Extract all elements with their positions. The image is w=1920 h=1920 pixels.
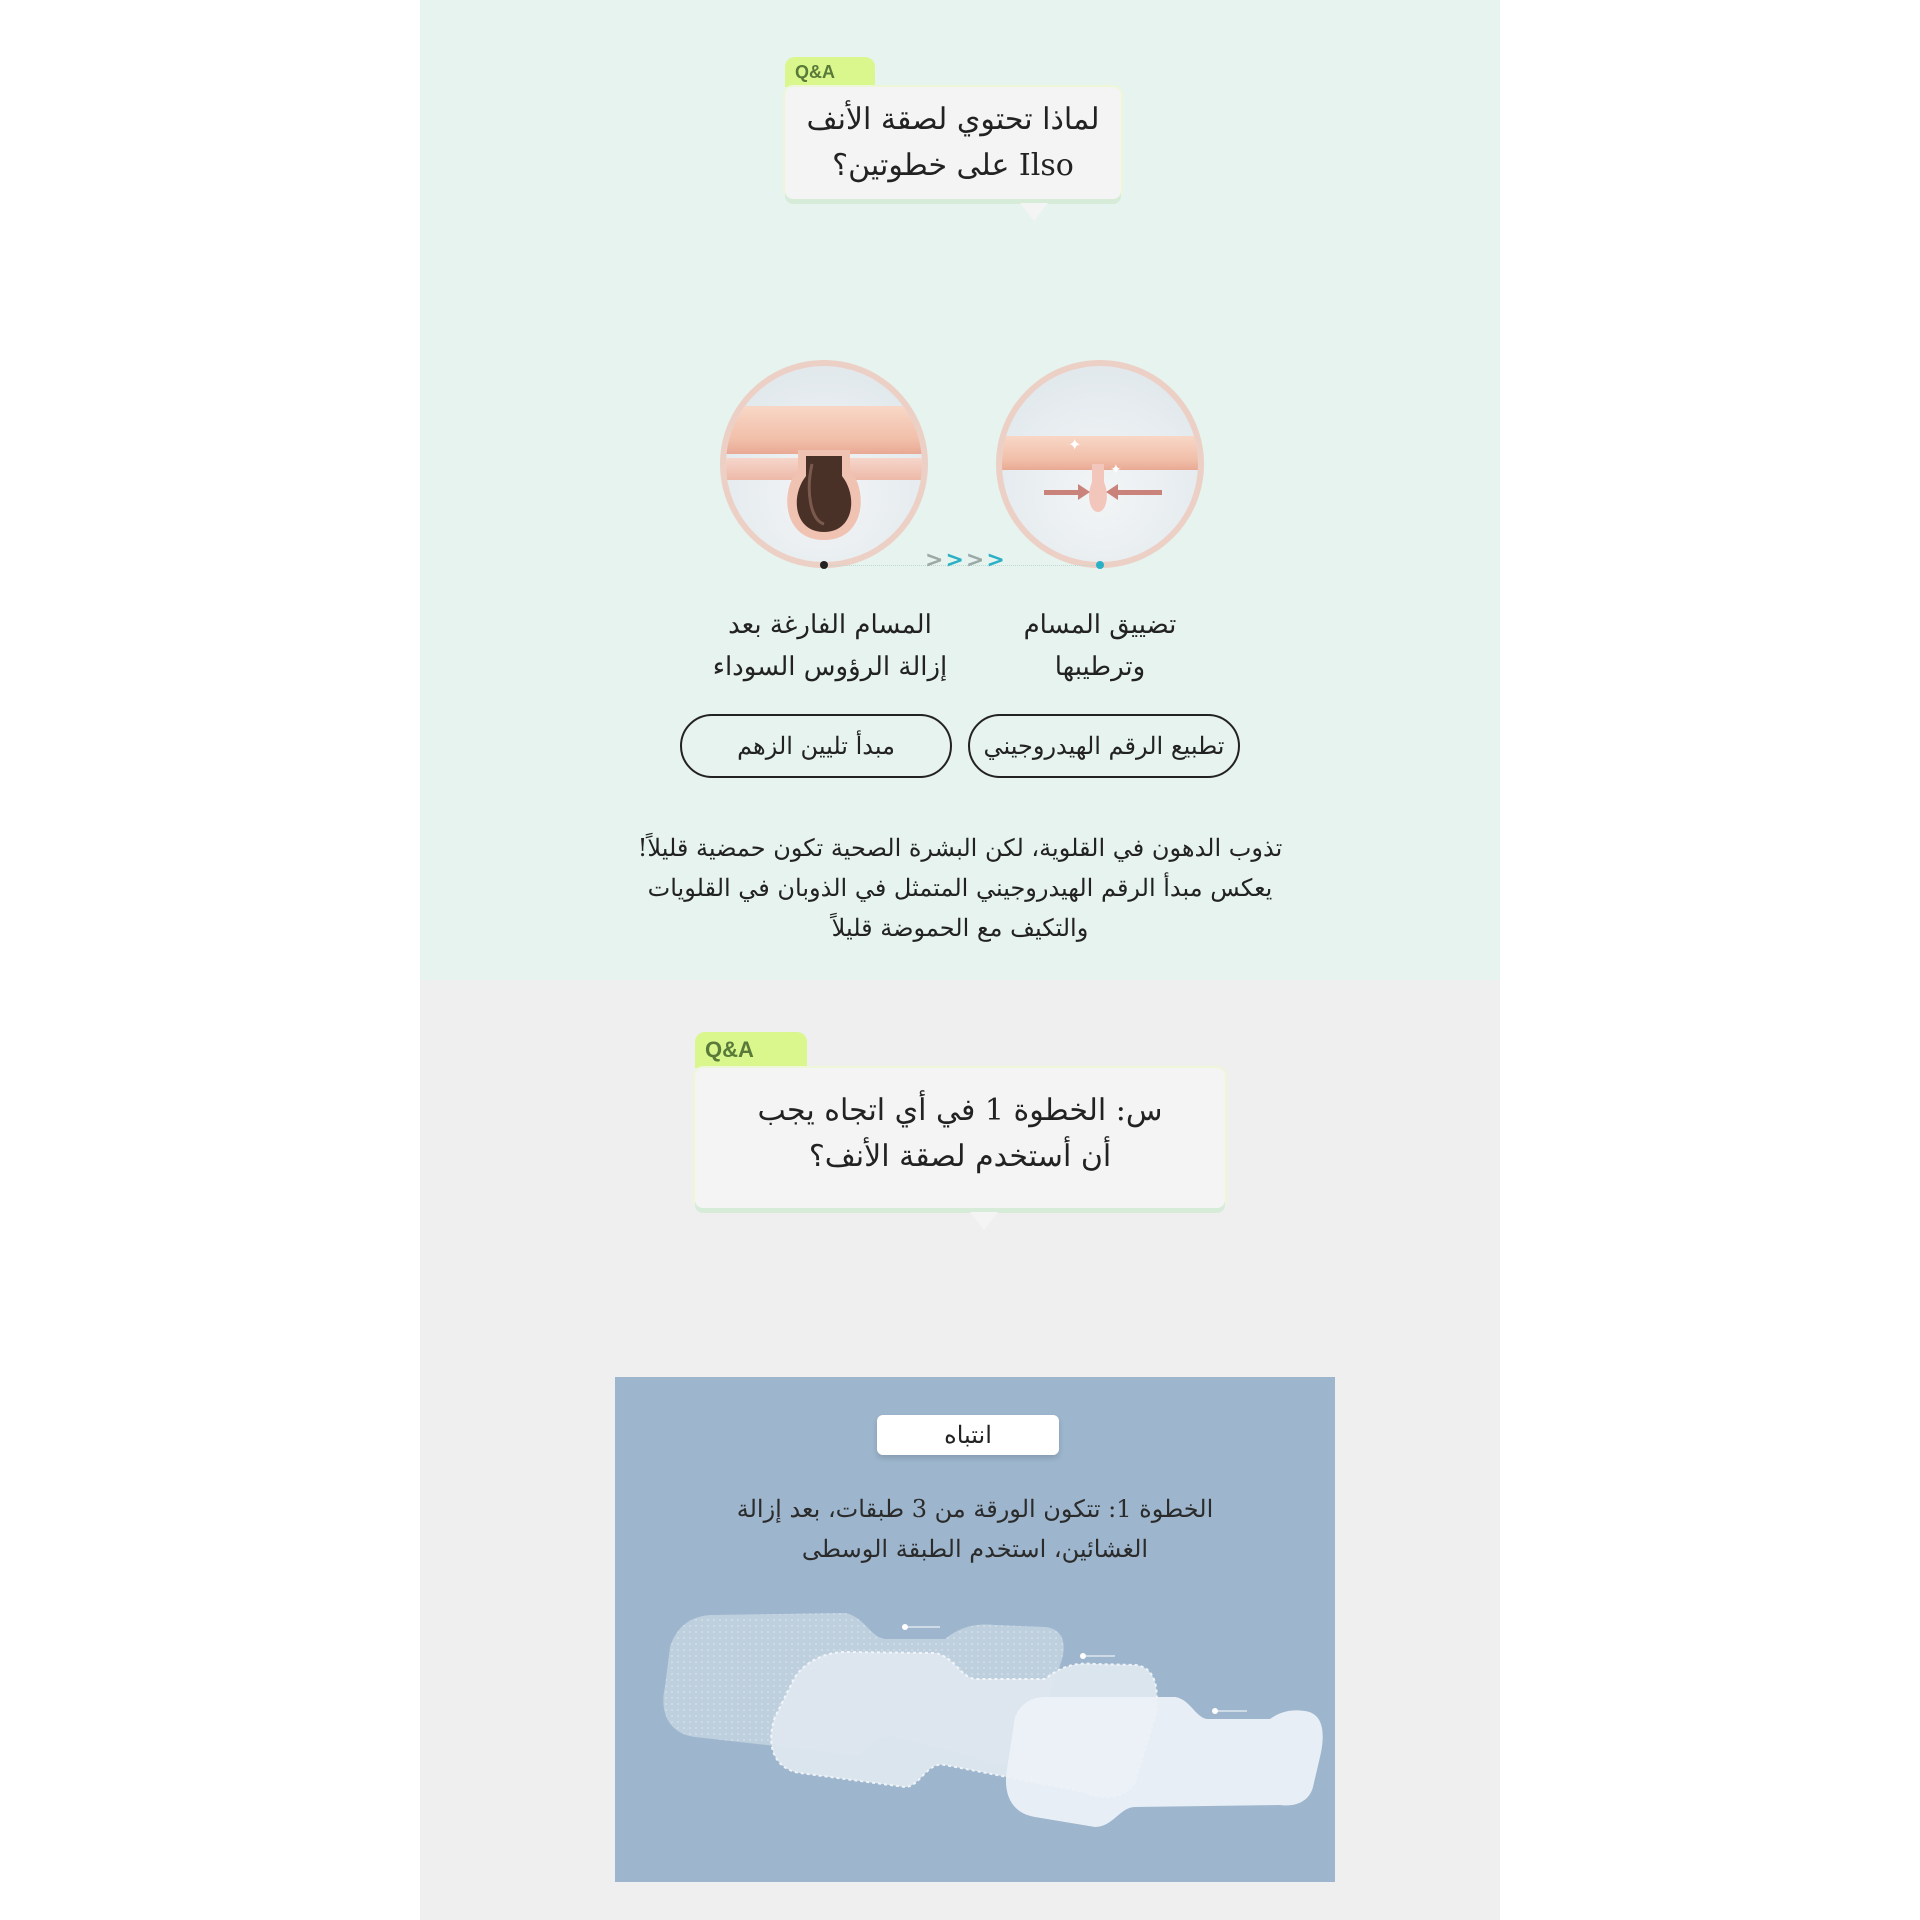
caption-line: إزالة الرؤوس السوداء	[712, 652, 948, 682]
qa-tag: Q&A	[695, 1032, 807, 1068]
tightened-pore-caption	[980, 604, 1220, 688]
bubble-tail	[970, 1212, 998, 1230]
ph-explanation-text	[600, 828, 1320, 948]
product-detail-page	[420, 0, 1500, 1920]
section-two-step-explanation	[420, 0, 1500, 980]
left-marker-dot	[820, 561, 828, 569]
qa-tag: Q&A	[785, 57, 875, 87]
notice-title: انتباه	[877, 1415, 1059, 1455]
paragraph-line: والتكيف مع الحموضة قليلاً	[831, 914, 1089, 942]
paragraph-line: يعكس مبدأ الرقم الهيدروجيني المتمثل في الذوبان في القلويات	[647, 874, 1273, 902]
svg-text:✦: ✦	[1110, 462, 1122, 478]
sebum-softening-pill: مبدأ تليين الزهم	[680, 714, 952, 778]
blackhead-pore-graphic	[720, 360, 928, 568]
notice-box	[615, 1377, 1335, 1882]
progress-arrows-icon: >>>>	[925, 548, 1007, 573]
bubble-tail	[1020, 203, 1048, 221]
question-line-2: Ilso على خطوتين؟	[832, 148, 1074, 183]
question-line-2: أن أستخدم لصقة الأنف؟	[808, 1139, 1112, 1174]
notice-line: الخطوة 1: تتكون الورقة من 3 طبقات، بعد إزالة	[736, 1495, 1214, 1523]
tightened-pore-illustration	[996, 360, 1204, 568]
paragraph-line: تذوب الدهون في القلوية، لكن البشرة الصحية تكون حمضية قليلاً!	[637, 834, 1283, 862]
caption-line: تضييق المسام	[1023, 610, 1177, 640]
empty-pore-caption	[680, 604, 980, 688]
svg-text:✦: ✦	[1068, 435, 1082, 454]
question-line-1: لماذا تحتوي لصقة الأنف	[806, 102, 1100, 137]
tightened-pore-graphic	[996, 360, 1204, 568]
ph-normalization-pill: تطبيع الرقم الهيدروجيني	[968, 714, 1240, 778]
empty-pore-illustration	[720, 360, 928, 568]
patch-layers-illustration	[615, 1377, 1335, 1882]
caption-line: المسام الفارغة بعد	[728, 610, 932, 640]
notice-line: الغشائين، استخدم الطبقة الوسطى	[801, 1535, 1149, 1563]
right-marker-dot	[1096, 561, 1104, 569]
question-line-1: س: الخطوة 1 في أي اتجاه يجب	[757, 1093, 1163, 1128]
question-bubble	[785, 87, 1121, 199]
question-bubble	[695, 1068, 1225, 1208]
caption-line: وترطيبها	[1054, 652, 1146, 682]
